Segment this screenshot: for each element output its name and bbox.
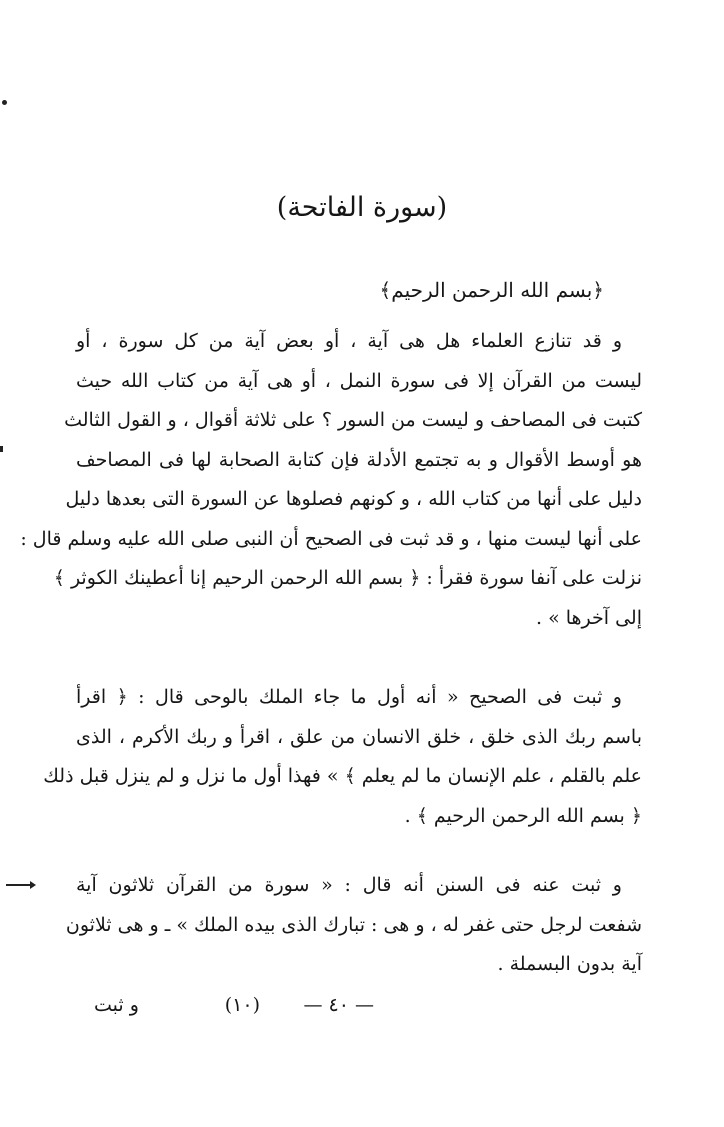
text-line: إلى آخرها » .	[535, 606, 642, 629]
text-line: و ثبت عنه فى السنن أنه قال : « سورة من القرآن ثلاثون آية	[76, 874, 622, 896]
text-line: علم بالقلم ، علم الإنسان ما لم يعلم ﴾ » فهذا أول ما نزل و لم ينزل قبل ذلك	[43, 765, 642, 787]
margin-dot	[2, 100, 7, 105]
page-number: — ٤٠ —	[303, 994, 374, 1016]
text-line: شفعت لرجل حتى غفر له ، و هى : تبارك الذى بيده الملك » ـ و هى ثلاثون	[65, 913, 642, 936]
text-line: و قد تنازع العلماء هل هى آية ، أو بعض آية من كل سورة ، أو	[76, 330, 622, 352]
paragraph-1	[20, 322, 642, 638]
catchword: و ثبت	[94, 994, 139, 1016]
margin-arrow	[6, 884, 32, 886]
text-line: كتبت فى المصاحف و ليست من السور ؟ على ثلاثة أقوال ، و القول الثالث	[64, 409, 642, 431]
margin-mark	[0, 446, 3, 452]
text-line: ليست من القرآن إلا فى سورة النمل ، أو هى آية من كتاب الله حيث	[76, 369, 642, 392]
page-footer	[76, 994, 642, 1030]
basmala-heading: ﴿بسم الله الرحمن الرحيم﴾	[379, 278, 604, 302]
text-line: على أنها ليست منها ، و قد ثبت فى الصحيح أن النبى صلى الله عليه وسلم قال :	[20, 527, 642, 550]
text-line: نزلت على آنفا سورة فقرأ : ﴿ بسم الله الرحمن الرحيم إنا أعطينك الكوثر ﴾	[53, 567, 642, 589]
text-line: و ثبت فى الصحيح « أنه أول ما جاء الملك بالوحى قال : ﴿ اقرأ	[76, 686, 622, 708]
paragraph-3	[65, 866, 642, 985]
surah-title: (سورة الفاتحة)	[276, 192, 448, 223]
paragraph-2	[43, 678, 642, 836]
text-line: هو أوسط الأقوال و به تجتمع الأدلة فإن كتابة الصحابة لها فى المصاحف	[76, 448, 642, 471]
text-line: آية بدون البسملة .	[497, 953, 642, 975]
text-line: دليل على أنها من كتاب الله ، و كونهم فصلوها عن السورة التى بعدها دليل	[65, 488, 642, 510]
text-line: ﴿ بسم الله الرحمن الرحيم ﴾ .	[404, 804, 642, 827]
text-line: باسم ربك الذى خلق ، خلق الانسان من علق ، اقرأ و ربك الأكرم ، الذى	[76, 725, 642, 748]
section-number: (١٠)	[224, 994, 260, 1016]
